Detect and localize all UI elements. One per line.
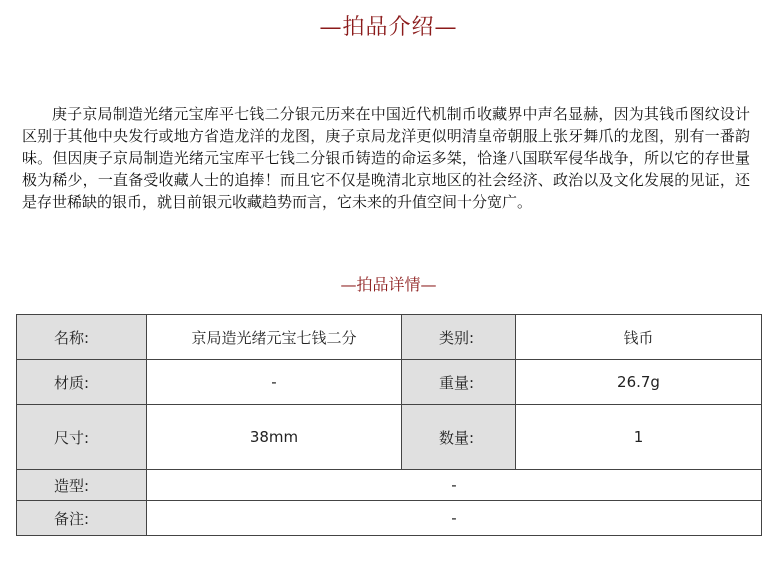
material-label: 材质: bbox=[17, 360, 147, 405]
table-row bbox=[17, 501, 762, 536]
size-label: 尺寸: bbox=[17, 405, 147, 470]
remarks-value: - bbox=[147, 501, 762, 536]
quantity-value: 1 bbox=[516, 405, 762, 470]
size-value: 38mm bbox=[147, 405, 402, 470]
remarks-label: 备注: bbox=[17, 501, 147, 536]
material-value: - bbox=[147, 360, 402, 405]
weight-value: 26.7g bbox=[516, 360, 762, 405]
intro-paragraph: 庚子京局制造光绪元宝库平七钱二分银元历来在中国近代机制币收藏界中声名显赫，因为其钱币图纹设计区别于其他中央发行或地方省造龙洋的龙图，庚子京局龙洋更似明清皇帝朝服上张牙舞爪的龙图，别有一番韵味。但因庚子京局制造光绪元宝库平七钱二分银币铸造的命运多桀，恰逢八国联军侵华战争，所以它的存世量极为稀少，一直备受收藏人士的追捧！而且它不仅是晚清北京地区的社会经济、政治以及文化发展的见证，还是存世稀缺的银币，就目前银元收藏趋势而言，它未来的升值空间十分宽广。 bbox=[22, 105, 750, 211]
quantity-label: 数量: bbox=[402, 405, 516, 470]
details-title: —拍品详情— bbox=[340, 275, 437, 294]
intro-title: —拍品介绍— bbox=[319, 15, 458, 40]
category-label: 类别: bbox=[402, 315, 516, 360]
table-row bbox=[17, 405, 762, 470]
weight-label: 重量: bbox=[402, 360, 516, 405]
table-row bbox=[17, 315, 762, 360]
table-row bbox=[17, 360, 762, 405]
table-row bbox=[17, 470, 762, 501]
name-label: 名称: bbox=[17, 315, 147, 360]
shape-value: - bbox=[147, 470, 762, 501]
category-value: 钱币 bbox=[516, 315, 762, 360]
shape-label: 造型: bbox=[17, 470, 147, 501]
name-value: 京局造光绪元宝七钱二分 bbox=[147, 315, 402, 360]
details-table bbox=[16, 314, 762, 536]
